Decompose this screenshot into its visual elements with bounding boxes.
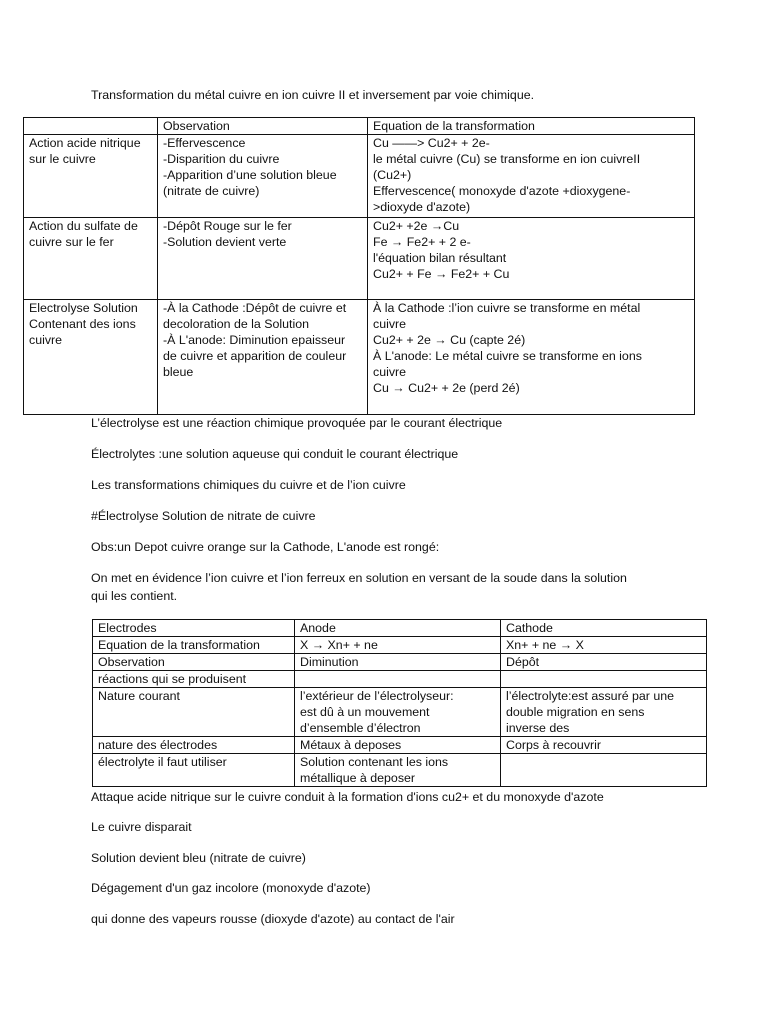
cathode-cell [501,754,707,787]
cathode-cell [501,671,707,688]
cell-line: l'équation bilan résultant [373,251,507,265]
anode-cell [295,671,501,688]
cell-line: >dioxyde d'azote) [373,200,471,214]
paragraph: qui les contient. [91,589,178,603]
row-label: nature des électrodes [93,737,295,754]
row-label [24,218,158,300]
table-header-row [93,620,707,637]
cell-line: l’électrolyte:est assuré par une [506,689,675,703]
cell-line: -À L'anode: Diminution epaisseur [163,333,346,347]
paragraph: Dégagement d'un gaz incolore (monoxyde d'azote) [91,881,371,895]
cell-line: est dû à un mouvement [300,705,430,719]
header-cell-anode: Anode [295,620,501,637]
paragraph: On met en évidence l’ion cuivre et l’ion ferreux en solution en versant de la soude dans la solution [91,571,627,585]
table-row [93,671,707,688]
cell-line: Cu2+ +2e →Cu [373,219,460,233]
anode-cell: Métaux à deposes [295,737,501,754]
cell-line: sur le cuivre [29,152,96,166]
cell-line: -Dépôt Rouge sur le fer [163,219,292,233]
table-header-row [24,118,695,135]
cell-line: -Disparition du cuivre [163,152,280,166]
table-row [24,300,695,415]
row-label: Equation de la transformation [93,637,295,654]
anode-cell [295,688,501,737]
cell-line: cuivre [29,333,63,347]
transformations-table [23,117,695,415]
cell-line: Electrolyse Solution [29,301,138,315]
cell-line: double migration en sens [506,705,645,719]
table-row [93,754,707,787]
table-row [93,654,707,671]
equation-cell [368,135,695,218]
cell-line: métallique à deposer [300,771,416,785]
observation-cell [158,300,368,415]
cell-line: (nitrate de cuivre) [163,184,260,198]
cell-line: Fe → Fe2+ + 2 e- [373,235,471,249]
anode-cell [295,754,501,787]
table-row [24,218,695,300]
row-label [24,135,158,218]
paragraph: Solution devient bleu (nitrate de cuivre) [91,851,306,865]
cell-line: Cu2+ + 2e → Cu (capte 2é) [373,333,526,347]
paragraph: #Électrolyse Solution de nitrate de cuivre [91,509,316,523]
cell-line: d’ensemble d’électron [300,721,421,735]
observation-cell [158,218,368,300]
paragraph: Les transformations chimiques du cuivre et de l’ion cuivre [91,478,406,492]
cell-line: l’extérieur de l’électrolyseur: [300,689,454,703]
cell-line: cuivre [373,317,407,331]
table-row [93,637,707,654]
cathode-cell: Dépôt [501,654,707,671]
row-label: électrolyte il faut utiliser [93,754,295,787]
row-label: réactions qui se produisent [93,671,295,688]
table-row [24,135,695,218]
header-cell-observation: Observation [158,118,368,135]
cell-line: cuivre sur le fer [29,235,114,249]
paragraph: Attaque acide nitrique sur le cuivre conduit à la formation d'ions cu2+ et du monoxyde d'azote [91,790,604,804]
table-row [93,688,707,737]
cell-line: Cu → Cu2+ + 2e (perd 2é) [373,381,520,395]
cell-line: le métal cuivre (Cu) se transforme en ion cuivreII [373,152,641,166]
cell-line: À L'anode: Le métal cuivre se transforme en ions [373,349,642,363]
cell-line: Contenant des ions [29,317,136,331]
cell-line: Action du sulfate de [29,219,138,233]
cell-line: Cu2+ + Fe → Fe2+ + Cu [373,267,510,281]
cell-line: decoloration de la Solution [163,317,310,331]
cell-line: À la Cathode :l’ion cuivre se transforme en métal [373,301,641,315]
cell-line: bleue [163,365,194,379]
row-label: Nature courant [93,688,295,737]
paragraph: qui donne des vapeurs rousse (dioxyde d'azote) au contact de l'air [91,912,455,926]
cathode-cell [501,688,707,737]
cell-line: (Cu2+) [373,168,412,182]
cell-line: -Effervescence [163,136,246,150]
anode-cell: X → Xn+ + ne [295,637,501,654]
equation-cell [368,218,695,300]
anode-cell: Diminution [295,654,501,671]
cathode-cell: Xn+ + ne → X [501,637,707,654]
row-label [24,300,158,415]
cell-line: de cuivre et apparition de couleur [163,349,347,363]
observation-cell [158,135,368,218]
page-title: Transformation du métal cuivre en ion cuivre II et inversement par voie chimique. [91,88,535,102]
cell-line: cuivre [373,365,407,379]
cell-line: -À la Cathode :Dépôt de cuivre et [163,301,347,315]
paragraph: Obs:un Depot cuivre orange sur la Cathode, L'anode est rongé: [91,540,440,554]
cell-line: Action acide nitrique [29,136,141,150]
electrodes-table [92,619,707,787]
cell-line: Effervescence( monoxyde d'azote +dioxygene- [373,184,631,198]
cell-line: Cu ——> Cu2+ + 2e- [373,136,490,150]
table-row [93,737,707,754]
header-cell-cathode: Cathode [501,620,707,637]
header-cell [24,118,158,135]
header-cell-electrodes: Electrodes [93,620,295,637]
header-cell-equation: Equation de la transformation [368,118,695,135]
paragraph: Électrolytes :une solution aqueuse qui conduit le courant électrique [91,447,459,461]
equation-cell [368,300,695,415]
cathode-cell: Corps à recouvrir [501,737,707,754]
row-label: Observation [93,654,295,671]
paragraph: L’électrolyse est une réaction chimique provoquée par le courant électrique [91,416,503,430]
cell-line: inverse des [506,721,570,735]
cell-line: -Apparition d’une solution bleue [163,168,337,182]
paragraph: Le cuivre disparait [91,820,192,834]
cell-line: Solution contenant les ions [300,755,449,769]
cell-line: -Solution devient verte [163,235,287,249]
